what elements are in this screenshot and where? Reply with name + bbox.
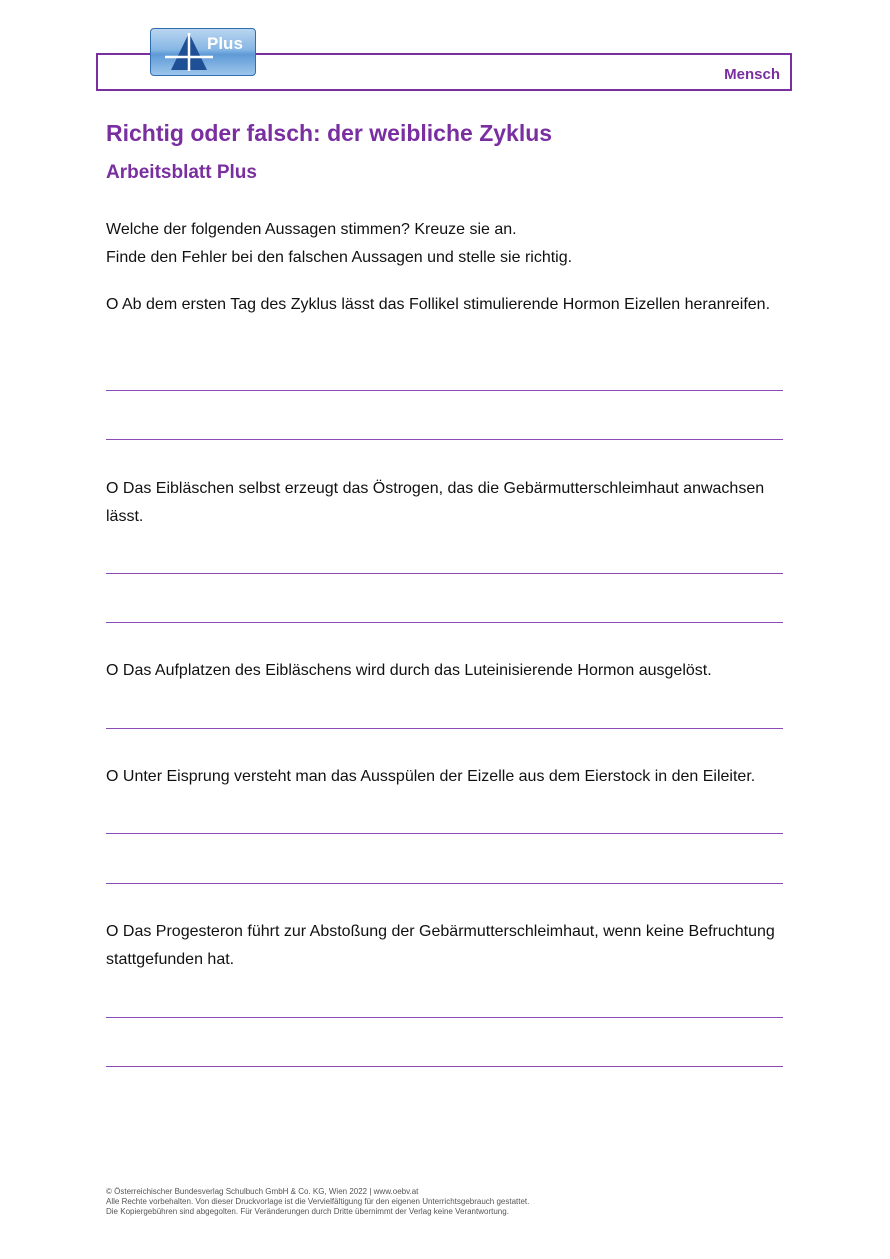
subject-label: Mensch — [724, 66, 780, 83]
instruction-line: Finde den Fehler bei den falschen Aussagen und stelle sie richtig. — [106, 249, 573, 266]
answer-line — [106, 833, 783, 834]
answer-line — [106, 573, 783, 574]
statement-1: O Ab dem ersten Tag des Zyklus lässt das Follikel stimulierende Hormon Eizellen heranreifen. — [106, 296, 771, 313]
statement-5: O Das Progesteron führt zur Abstoßung der Gebärmutterschleimhaut, wenn keine Befruchtung stattgefunden hat. — [106, 923, 775, 968]
footer-line: Die Kopiergebühren sind abgegolten. Für Veränderungen durch Dritte übernimmt der Verlag keine Verantwortung. — [106, 1207, 509, 1216]
instructions — [106, 216, 572, 272]
answer-line — [106, 622, 783, 623]
statement-2: O Das Eibläschen selbst erzeugt das Östrogen, das die Gebärmutterschleimhaut anwachsen lässt. — [106, 480, 765, 525]
page-title: Richtig oder falsch: der weibliche Zyklus — [106, 120, 553, 146]
answer-line — [106, 1017, 783, 1018]
footer-line: Alle Rechte vorbehalten. Von dieser Druckvorlage ist die Vervielfältigung für den eigenen Unterrichtsgebrauch gestattet. — [106, 1197, 530, 1206]
answer-line — [106, 1066, 783, 1067]
answer-line — [106, 390, 783, 391]
footer-line: © Österreichischer Bundesverlag Schulbuch GmbH & Co. KG, Wien 2022 | www.oebv.at — [106, 1187, 419, 1196]
answer-line — [106, 728, 783, 729]
plus-logo — [150, 28, 256, 76]
logo-text: Plus — [207, 34, 243, 53]
answer-line — [106, 883, 783, 884]
statement-3: O Das Aufplatzen des Eibläschens wird durch das Luteinisierende Hormon ausgelöst. — [106, 662, 712, 679]
copyright-footer — [106, 1187, 529, 1217]
answer-line — [106, 439, 783, 440]
page-subtitle: Arbeitsblatt Plus — [106, 162, 257, 183]
instruction-line: Welche der folgenden Aussagen stimmen? Kreuze sie an. — [106, 221, 517, 238]
statement-4: O Unter Eisprung versteht man das Ausspülen der Eizelle aus dem Eierstock in den Eileiter. — [106, 768, 756, 785]
